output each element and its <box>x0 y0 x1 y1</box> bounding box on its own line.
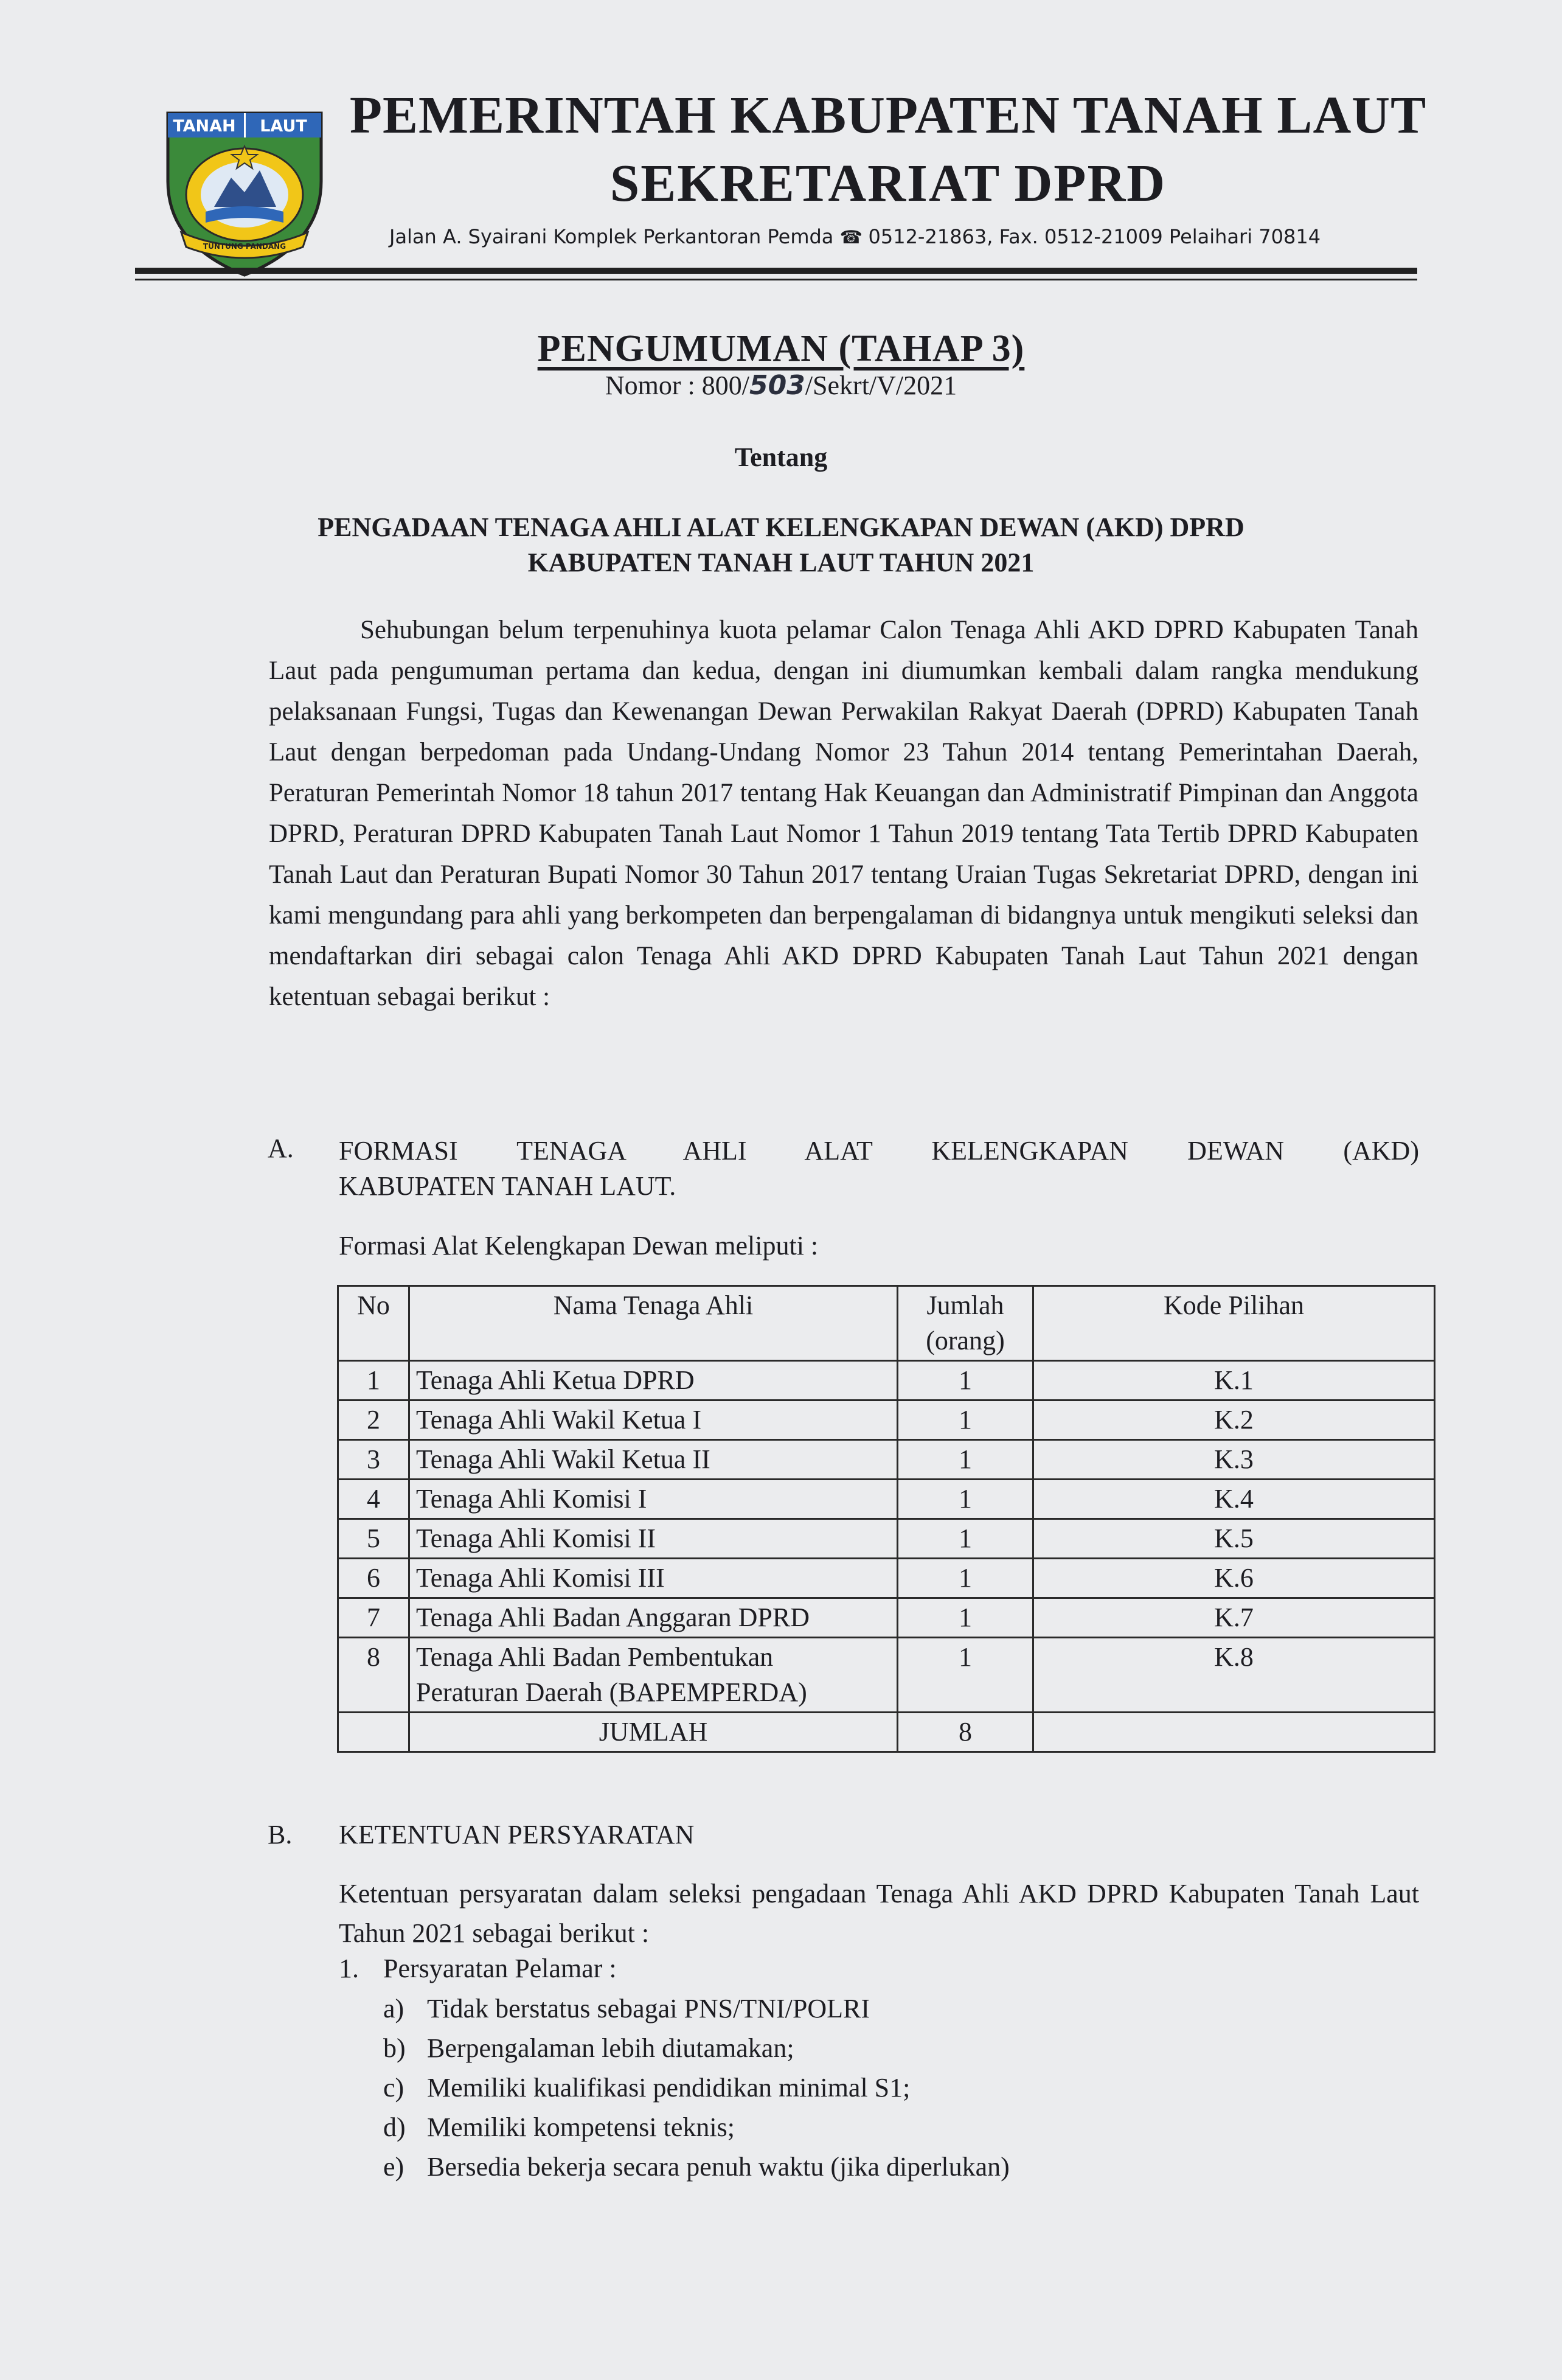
table-header-row <box>338 1286 1435 1361</box>
number-prefix: Nomor : 800/ <box>605 371 749 400</box>
cell-no: 7 <box>338 1598 409 1638</box>
cell-count: 1 <box>898 1440 1033 1480</box>
header-no: No <box>338 1286 409 1361</box>
cell-count: 1 <box>898 1361 1033 1401</box>
list-item-marker: e) <box>383 2152 404 2182</box>
body-paragraph: Sehubungan belum terpenuhinya kuota pelamar Calon Tenaga Ahli AKD DPRD Kabupaten Tanah Laut pada pengumuman pertama dan kedua, dengan ini diumumkan kembali dalam rangka mendukung pelaksanaan Fungsi, Tugas dan Kewenangan Dewan Perwakilan Rakyat Daerah (DPRD) Kabupaten Tanah Laut dengan berpedoman pada Undang-Undang Nomor 23 Tahun 2014 tentang Pemerintahan Daerah, Peraturan Pemerintah Nomor 18 tahun 2017 tentang Hak Keuangan dan Administratif Pimpinan dan Anggota DPRD, Peraturan DPRD Kabupaten Tanah Laut Nomor 1 Tahun 2019 tentang Tata Tertib DPRD Kabupaten Tanah Laut dan Peraturan Bupati Nomor 30 Tahun 2017 tentang Uraian Tugas Sekretariat DPRD, dengan ini kami mengundang para ahli yang berkompeten dan berpengalaman di bidangnya untuk mengikuti seleksi dan mendaftarkan diri sebagai calon Tenaga Ahli AKD DPRD Kabupaten Tanah Laut Tahun 2021 dengan ketentuan sebagai berikut : <box>269 616 1418 1011</box>
handwritten-number: 503 <box>749 370 805 401</box>
requirements-list-number: 1. <box>339 1954 359 1983</box>
cell-no: 4 <box>338 1480 409 1519</box>
cell-no: 6 <box>338 1559 409 1598</box>
cell-name: Tenaga Ahli Komisi I <box>409 1480 898 1519</box>
section-b-intro: Ketentuan persyaratan dalam seleksi pengadaan Tenaga Ahli AKD DPRD Kabupaten Tanah Laut Tahun 2021 sebagai berikut : <box>339 1879 1419 1948</box>
cell-code: K.2 <box>1033 1401 1435 1440</box>
telephone-icon: ☎ <box>839 227 869 248</box>
cell-count: 1 <box>898 1638 1033 1713</box>
list-item-marker: c) <box>383 2073 404 2103</box>
cell-code: K.6 <box>1033 1559 1435 1598</box>
cell-no: 8 <box>338 1638 409 1713</box>
total-value: 8 <box>898 1713 1033 1752</box>
cell-code: K.7 <box>1033 1598 1435 1638</box>
cell-count: 1 <box>898 1401 1033 1440</box>
requirements-list-title: Persyaratan Pelamar : <box>383 1954 617 1983</box>
cell-name: Tenaga Ahli Ketua DPRD <box>409 1361 898 1401</box>
header-name: Nama Tenaga Ahli <box>409 1286 898 1361</box>
logo-band-left: TANAH <box>173 117 236 136</box>
list-item: Memiliki kompetensi teknis; <box>427 2112 735 2142</box>
cell-name: Tenaga Ahli Wakil Ketua II <box>409 1440 898 1480</box>
cell-code: K.5 <box>1033 1519 1435 1559</box>
section-a-intro: Formasi Alat Kelengkapan Dewan meliputi : <box>339 1231 819 1261</box>
cell-count: 1 <box>898 1598 1033 1638</box>
header-count <box>898 1286 1033 1361</box>
table-row <box>338 1559 1435 1598</box>
section-b-letter: B. <box>268 1820 293 1849</box>
letterhead-rule-thin <box>135 279 1417 280</box>
formation-table <box>337 1285 1435 1753</box>
cell-name: Tenaga Ahli Komisi III <box>409 1559 898 1598</box>
cell-no-empty <box>338 1713 409 1752</box>
table-row <box>338 1440 1435 1480</box>
cell-code-empty <box>1033 1713 1435 1752</box>
cell-count: 1 <box>898 1480 1033 1519</box>
number-suffix: /Sekrt/V/2021 <box>805 371 957 400</box>
table-row <box>338 1638 1435 1713</box>
cell-count: 1 <box>898 1559 1033 1598</box>
address-contact: 0512-21863, Fax. 0512-21009 Pelaihari 70814 <box>868 225 1321 248</box>
list-item-marker: d) <box>383 2112 406 2142</box>
list-item: Bersedia bekerja secara penuh waktu (jika diperlukan) <box>427 2152 1010 2182</box>
section-a-heading-line-1: FORMASI TENAGA AHLI ALAT KELENGKAPAN DEWAN (AKD) <box>339 1136 1419 1166</box>
list-item: Memiliki kualifikasi pendidikan minimal S1; <box>427 2073 911 2103</box>
list-item: Berpengalaman lebih diutamakan; <box>427 2033 794 2063</box>
table-row <box>338 1401 1435 1440</box>
announcement-subject <box>0 510 1562 580</box>
table-row <box>338 1519 1435 1559</box>
logo-band-right: LAUT <box>260 117 307 136</box>
about-label: Tentang <box>734 442 828 472</box>
cell-count: 1 <box>898 1519 1033 1559</box>
list-item-marker: a) <box>383 1994 404 2023</box>
letterhead-rule-thick <box>135 268 1417 274</box>
section-b-heading: KETENTUAN PERSYARATAN <box>339 1820 695 1849</box>
secretariat-title: SEKRETARIAT DPRD <box>609 153 1167 212</box>
cell-name: Tenaga Ahli Badan Anggaran DPRD <box>409 1598 898 1638</box>
section-a-heading-line-2: KABUPATEN TANAH LAUT. <box>339 1171 676 1201</box>
table-row <box>338 1598 1435 1638</box>
announcement-number <box>0 370 1562 401</box>
total-label: JUMLAH <box>409 1713 898 1752</box>
list-item: Tidak berstatus sebagai PNS/TNI/POLRI <box>427 1994 870 2023</box>
cell-name-line-1: Tenaga Ahli Badan Pembentukan <box>416 1642 774 1672</box>
cell-code: K.3 <box>1033 1440 1435 1480</box>
cell-code: K.8 <box>1033 1638 1435 1713</box>
header-count-line-1: Jumlah <box>926 1290 1004 1320</box>
cell-code: K.1 <box>1033 1361 1435 1401</box>
address-street: Jalan A. Syairani Komplek Perkantoran Pemda <box>389 225 834 248</box>
cell-name: Tenaga Ahli Wakil Ketua I <box>409 1401 898 1440</box>
table-row <box>338 1480 1435 1519</box>
announcement-title: PENGUMUMAN (TAHAP 3) <box>537 328 1025 369</box>
tanah-laut-emblem-logo <box>159 110 330 280</box>
header-count-line-2: (orang) <box>926 1326 1005 1355</box>
cell-name: Tenaga Ahli Komisi II <box>409 1519 898 1559</box>
cell-no: 3 <box>338 1440 409 1480</box>
table-total-row <box>338 1713 1435 1752</box>
government-title: PEMERINTAH KABUPATEN TANAH LAUT <box>349 85 1427 144</box>
cell-code: K.4 <box>1033 1480 1435 1519</box>
cell-no: 1 <box>338 1361 409 1401</box>
table-row <box>338 1361 1435 1401</box>
section-a-letter: A. <box>268 1133 294 1163</box>
cell-no: 2 <box>338 1401 409 1440</box>
cell-name-line-2: Peraturan Daerah (BAPEMPERDA) <box>416 1677 807 1707</box>
header-code: Kode Pilihan <box>1033 1286 1435 1361</box>
subject-line-1: PENGADAAN TENAGA AHLI ALAT KELENGKAPAN DEWAN (AKD) DPRD <box>318 512 1244 542</box>
cell-no: 5 <box>338 1519 409 1559</box>
office-address <box>389 225 1423 248</box>
list-item-marker: b) <box>383 2033 406 2063</box>
cell-name <box>409 1638 898 1713</box>
logo-ribbon-text: TUNTUNG PANDANG <box>203 242 286 251</box>
subject-line-2: KABUPATEN TANAH LAUT TAHUN 2021 <box>527 548 1035 577</box>
